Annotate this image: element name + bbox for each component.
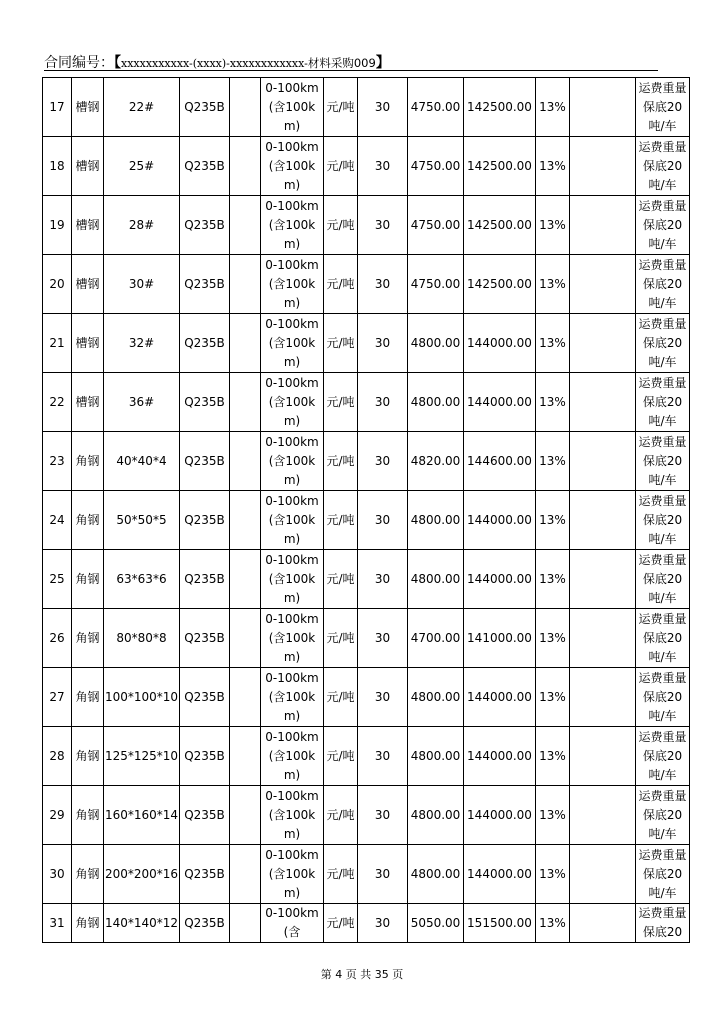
unit-price-cell: 5050.00 <box>408 904 464 943</box>
material-name-cell: 角钢 <box>72 727 104 786</box>
table-row <box>43 432 690 491</box>
row-number-cell: 21 <box>43 314 72 373</box>
remark-cell: 运费重量保底20吨/车 <box>636 727 690 786</box>
empty-cell <box>230 196 261 255</box>
empty-cell <box>570 314 636 373</box>
tax-rate-cell: 13% <box>536 78 570 137</box>
material-name-cell: 角钢 <box>72 432 104 491</box>
specification-cell: 28# <box>104 196 180 255</box>
material-name-cell: 角钢 <box>72 550 104 609</box>
material-name-cell: 角钢 <box>72 491 104 550</box>
unit-cell: 元/吨 <box>324 550 358 609</box>
row-number-cell: 25 <box>43 550 72 609</box>
unit-cell: 元/吨 <box>324 373 358 432</box>
remark-cell: 运费重量保底20吨/车 <box>636 314 690 373</box>
material-name-cell: 槽钢 <box>72 255 104 314</box>
empty-cell <box>570 668 636 727</box>
specification-cell: 100*100*10 <box>104 668 180 727</box>
table-row <box>43 137 690 196</box>
specification-cell: 63*63*6 <box>104 550 180 609</box>
material-name-cell: 槽钢 <box>72 78 104 137</box>
tax-rate-cell: 13% <box>536 668 570 727</box>
empty-cell <box>570 904 636 943</box>
specification-cell: 25# <box>104 137 180 196</box>
row-number-cell: 17 <box>43 78 72 137</box>
material-name-cell: 槽钢 <box>72 314 104 373</box>
unit-price-cell: 4820.00 <box>408 432 464 491</box>
material-grade-cell: Q235B <box>180 668 230 727</box>
empty-cell <box>570 609 636 668</box>
tax-rate-cell: 13% <box>536 786 570 845</box>
remark-cell: 运费重量保底20吨/车 <box>636 786 690 845</box>
row-number-cell: 29 <box>43 786 72 845</box>
quantity-cell: 30 <box>358 845 408 904</box>
row-number-cell: 26 <box>43 609 72 668</box>
unit-price-cell: 4800.00 <box>408 491 464 550</box>
table-row <box>43 786 690 845</box>
transport-distance-cell: 0-100km(含100km) <box>261 550 324 609</box>
empty-cell <box>570 373 636 432</box>
unit-price-cell: 4800.00 <box>408 314 464 373</box>
material-grade-cell: Q235B <box>180 314 230 373</box>
material-grade-cell: Q235B <box>180 491 230 550</box>
row-number-cell: 19 <box>43 196 72 255</box>
contract-number-header <box>44 52 658 71</box>
page-footer: 第 4 页 共 35 页 <box>320 968 404 981</box>
tax-rate-cell: 13% <box>536 314 570 373</box>
empty-cell <box>230 668 261 727</box>
unit-price-cell: 4750.00 <box>408 196 464 255</box>
remark-cell: 运费重量保底20吨/车 <box>636 78 690 137</box>
unit-price-cell: 4750.00 <box>408 137 464 196</box>
empty-cell <box>230 137 261 196</box>
unit-cell: 元/吨 <box>324 904 358 943</box>
unit-price-cell: 4800.00 <box>408 550 464 609</box>
unit-cell: 元/吨 <box>324 491 358 550</box>
materials-price-table <box>42 77 690 943</box>
tax-rate-cell: 13% <box>536 137 570 196</box>
quantity-cell: 30 <box>358 196 408 255</box>
material-grade-cell: Q235B <box>180 550 230 609</box>
material-grade-cell: Q235B <box>180 78 230 137</box>
transport-distance-cell: 0-100km(含100km) <box>261 668 324 727</box>
material-grade-cell: Q235B <box>180 786 230 845</box>
remark-cell: 运费重量保底20吨/车 <box>636 491 690 550</box>
empty-cell <box>570 432 636 491</box>
table-row <box>43 196 690 255</box>
total-amount-cell: 151500.00 <box>464 904 536 943</box>
empty-cell <box>570 196 636 255</box>
remark-cell: 运费重量保底20吨/车 <box>636 609 690 668</box>
unit-price-cell: 4750.00 <box>408 255 464 314</box>
total-amount-cell: 144000.00 <box>464 727 536 786</box>
table-row <box>43 845 690 904</box>
quantity-cell: 30 <box>358 373 408 432</box>
total-amount-cell: 142500.00 <box>464 78 536 137</box>
material-name-cell: 槽钢 <box>72 137 104 196</box>
unit-cell: 元/吨 <box>324 78 358 137</box>
remark-cell: 运费重量保底20吨/车 <box>636 137 690 196</box>
empty-cell <box>570 845 636 904</box>
quantity-cell: 30 <box>358 314 408 373</box>
contract-number-label: 合同编号： <box>44 55 114 71</box>
empty-cell <box>230 845 261 904</box>
transport-distance-cell: 0-100km(含 <box>261 904 324 943</box>
empty-cell <box>570 255 636 314</box>
material-name-cell: 角钢 <box>72 668 104 727</box>
table-row <box>43 373 690 432</box>
specification-cell: 200*200*16 <box>104 845 180 904</box>
bracket-close: 】 <box>375 55 390 71</box>
unit-price-cell: 4800.00 <box>408 845 464 904</box>
unit-cell: 元/吨 <box>324 845 358 904</box>
unit-cell: 元/吨 <box>324 196 358 255</box>
table-row <box>43 78 690 137</box>
total-amount-cell: 144000.00 <box>464 314 536 373</box>
tax-rate-cell: 13% <box>536 432 570 491</box>
table-row <box>43 727 690 786</box>
contract-number-suffix: 材料采购009 <box>307 56 376 70</box>
unit-price-cell: 4800.00 <box>408 786 464 845</box>
unit-cell: 元/吨 <box>324 137 358 196</box>
row-number-cell: 20 <box>43 255 72 314</box>
empty-cell <box>230 609 261 668</box>
empty-cell <box>230 727 261 786</box>
material-grade-cell: Q235B <box>180 845 230 904</box>
material-grade-cell: Q235B <box>180 904 230 943</box>
total-amount-cell: 144000.00 <box>464 668 536 727</box>
empty-cell <box>230 550 261 609</box>
row-number-cell: 30 <box>43 845 72 904</box>
unit-cell: 元/吨 <box>324 255 358 314</box>
transport-distance-cell: 0-100km(含100km) <box>261 78 324 137</box>
specification-cell: 80*80*8 <box>104 609 180 668</box>
quantity-cell: 30 <box>358 137 408 196</box>
tax-rate-cell: 13% <box>536 491 570 550</box>
transport-distance-cell: 0-100km(含100km) <box>261 255 324 314</box>
specification-cell: 125*125*10 <box>104 727 180 786</box>
quantity-cell: 30 <box>358 786 408 845</box>
material-grade-cell: Q235B <box>180 609 230 668</box>
material-grade-cell: Q235B <box>180 137 230 196</box>
specification-cell: 30# <box>104 255 180 314</box>
table-row <box>43 255 690 314</box>
transport-distance-cell: 0-100km(含100km) <box>261 196 324 255</box>
total-amount-cell: 142500.00 <box>464 196 536 255</box>
transport-distance-cell: 0-100km(含100km) <box>261 727 324 786</box>
tax-rate-cell: 13% <box>536 373 570 432</box>
unit-price-cell: 4800.00 <box>408 668 464 727</box>
row-number-cell: 27 <box>43 668 72 727</box>
specification-cell: 22# <box>104 78 180 137</box>
empty-cell <box>570 550 636 609</box>
material-name-cell: 角钢 <box>72 845 104 904</box>
table-row <box>43 550 690 609</box>
total-amount-cell: 144000.00 <box>464 845 536 904</box>
empty-cell <box>230 78 261 137</box>
empty-cell <box>230 491 261 550</box>
quantity-cell: 30 <box>358 432 408 491</box>
material-grade-cell: Q235B <box>180 255 230 314</box>
specification-cell: 32# <box>104 314 180 373</box>
empty-cell <box>570 727 636 786</box>
row-number-cell: 31 <box>43 904 72 943</box>
unit-cell: 元/吨 <box>324 786 358 845</box>
transport-distance-cell: 0-100km(含100km) <box>261 314 324 373</box>
table-row <box>43 314 690 373</box>
material-name-cell: 角钢 <box>72 609 104 668</box>
tax-rate-cell: 13% <box>536 550 570 609</box>
quantity-cell: 30 <box>358 491 408 550</box>
transport-distance-cell: 0-100km(含100km) <box>261 609 324 668</box>
remark-cell: 运费重量保底20 <box>636 904 690 943</box>
material-grade-cell: Q235B <box>180 432 230 491</box>
unit-cell: 元/吨 <box>324 609 358 668</box>
row-number-cell: 23 <box>43 432 72 491</box>
empty-cell <box>570 491 636 550</box>
contract-number-code: xxxxxxxxxxx-(xxxx)-xxxxxxxxxxxx- <box>121 57 308 70</box>
total-amount-cell: 144000.00 <box>464 786 536 845</box>
total-amount-cell: 142500.00 <box>464 255 536 314</box>
unit-price-cell: 4700.00 <box>408 609 464 668</box>
quantity-cell: 30 <box>358 904 408 943</box>
empty-cell <box>230 255 261 314</box>
remark-cell: 运费重量保底20吨/车 <box>636 196 690 255</box>
material-grade-cell: Q235B <box>180 373 230 432</box>
material-name-cell: 角钢 <box>72 786 104 845</box>
table-body <box>43 78 690 943</box>
transport-distance-cell: 0-100km(含100km) <box>261 845 324 904</box>
transport-distance-cell: 0-100km(含100km) <box>261 432 324 491</box>
tax-rate-cell: 13% <box>536 255 570 314</box>
material-grade-cell: Q235B <box>180 196 230 255</box>
empty-cell <box>230 314 261 373</box>
row-number-cell: 24 <box>43 491 72 550</box>
unit-cell: 元/吨 <box>324 727 358 786</box>
total-amount-cell: 144000.00 <box>464 373 536 432</box>
tax-rate-cell: 13% <box>536 845 570 904</box>
quantity-cell: 30 <box>358 727 408 786</box>
tax-rate-cell: 13% <box>536 904 570 943</box>
table-row <box>43 609 690 668</box>
material-name-cell: 角钢 <box>72 904 104 943</box>
quantity-cell: 30 <box>358 78 408 137</box>
quantity-cell: 30 <box>358 609 408 668</box>
tax-rate-cell: 13% <box>536 609 570 668</box>
empty-cell <box>230 432 261 491</box>
remark-cell: 运费重量保底20吨/车 <box>636 432 690 491</box>
table-row <box>43 904 690 943</box>
empty-cell <box>570 78 636 137</box>
total-amount-cell: 144000.00 <box>464 491 536 550</box>
unit-cell: 元/吨 <box>324 314 358 373</box>
empty-cell <box>230 904 261 943</box>
specification-cell: 160*160*14 <box>104 786 180 845</box>
table-row <box>43 491 690 550</box>
specification-cell: 50*50*5 <box>104 491 180 550</box>
specification-cell: 140*140*12 <box>104 904 180 943</box>
transport-distance-cell: 0-100km(含100km) <box>261 786 324 845</box>
unit-price-cell: 4750.00 <box>408 78 464 137</box>
row-number-cell: 28 <box>43 727 72 786</box>
quantity-cell: 30 <box>358 255 408 314</box>
specification-cell: 36# <box>104 373 180 432</box>
material-name-cell: 槽钢 <box>72 196 104 255</box>
unit-price-cell: 4800.00 <box>408 373 464 432</box>
total-amount-cell: 142500.00 <box>464 137 536 196</box>
transport-distance-cell: 0-100km(含100km) <box>261 373 324 432</box>
material-name-cell: 槽钢 <box>72 373 104 432</box>
unit-price-cell: 4800.00 <box>408 727 464 786</box>
remark-cell: 运费重量保底20吨/车 <box>636 668 690 727</box>
total-amount-cell: 144000.00 <box>464 550 536 609</box>
transport-distance-cell: 0-100km(含100km) <box>261 137 324 196</box>
tax-rate-cell: 13% <box>536 196 570 255</box>
empty-cell <box>570 137 636 196</box>
quantity-cell: 30 <box>358 668 408 727</box>
transport-distance-cell: 0-100km(含100km) <box>261 491 324 550</box>
quantity-cell: 30 <box>358 550 408 609</box>
material-grade-cell: Q235B <box>180 727 230 786</box>
remark-cell: 运费重量保底20吨/车 <box>636 845 690 904</box>
specification-cell: 40*40*4 <box>104 432 180 491</box>
unit-cell: 元/吨 <box>324 668 358 727</box>
table-row <box>43 668 690 727</box>
empty-cell <box>230 786 261 845</box>
empty-cell <box>230 373 261 432</box>
row-number-cell: 22 <box>43 373 72 432</box>
total-amount-cell: 141000.00 <box>464 609 536 668</box>
remark-cell: 运费重量保底20吨/车 <box>636 255 690 314</box>
unit-cell: 元/吨 <box>324 432 358 491</box>
remark-cell: 运费重量保底20吨/车 <box>636 373 690 432</box>
bracket-open: 【 <box>114 55 121 71</box>
total-amount-cell: 144600.00 <box>464 432 536 491</box>
remark-cell: 运费重量保底20吨/车 <box>636 550 690 609</box>
row-number-cell: 18 <box>43 137 72 196</box>
tax-rate-cell: 13% <box>536 727 570 786</box>
empty-cell <box>570 786 636 845</box>
